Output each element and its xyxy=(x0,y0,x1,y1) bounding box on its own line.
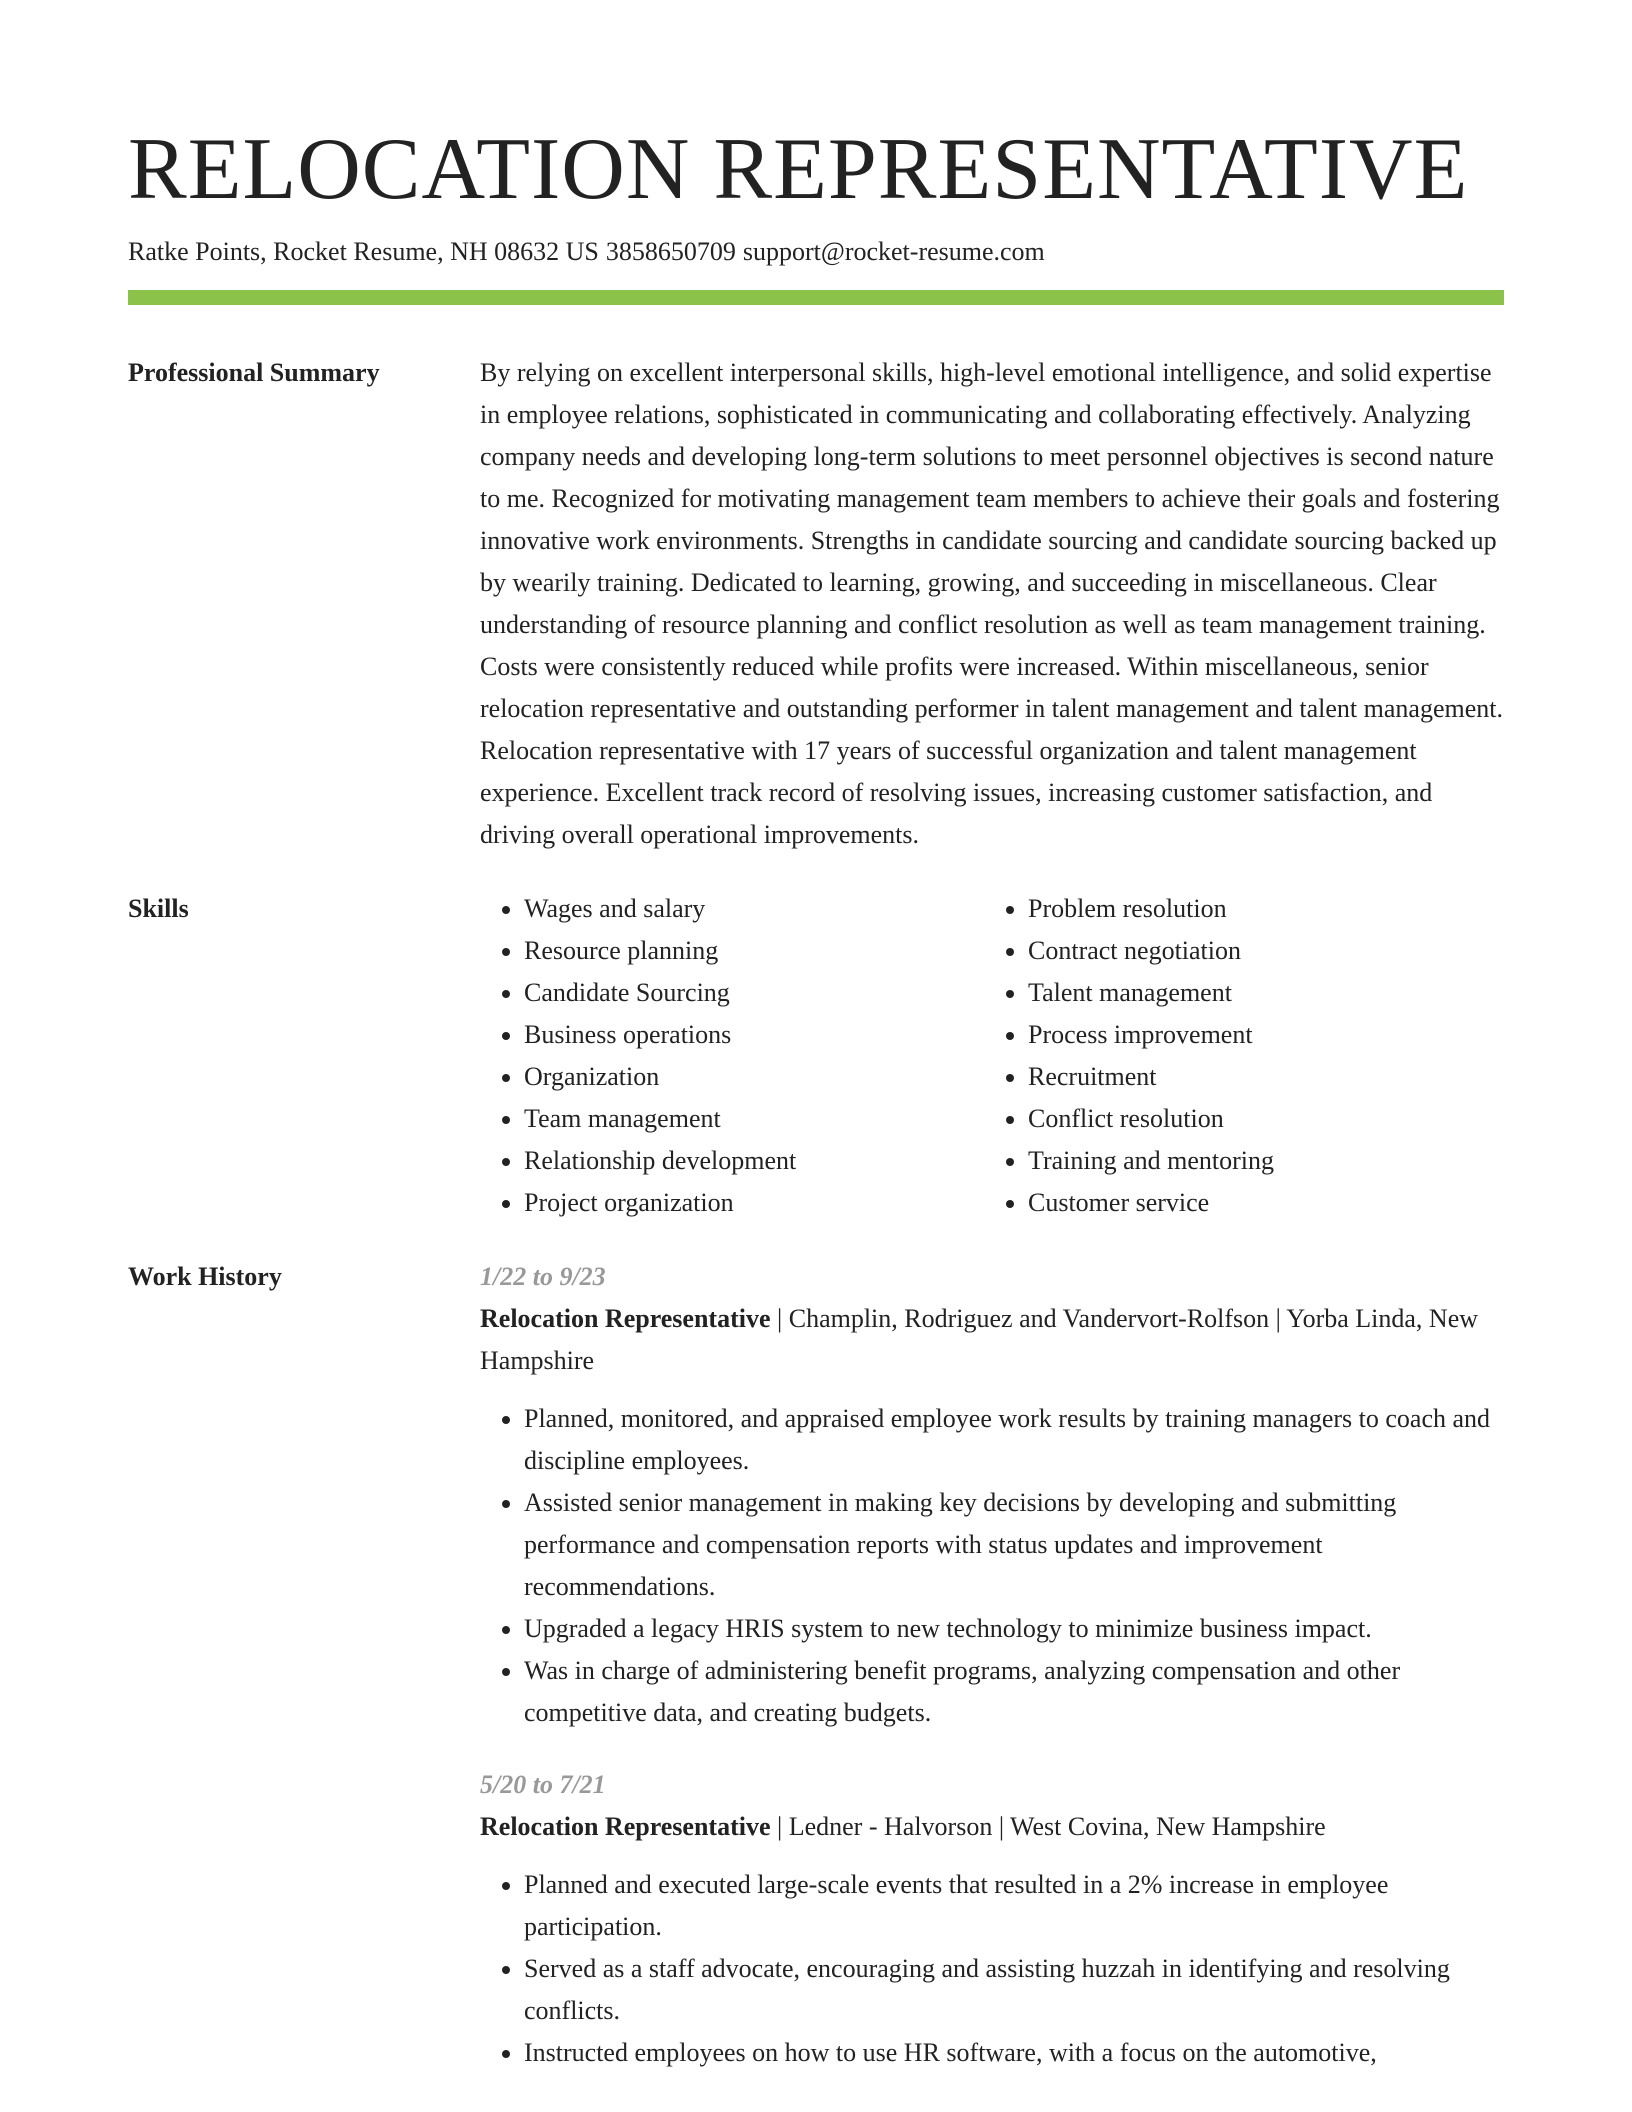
job-title: Relocation Representative xyxy=(480,1304,771,1333)
job-details: | Ledner - Halvorson | West Covina, New Hampshire xyxy=(770,1812,1326,1841)
skill-item: • Training and mentoring xyxy=(1028,1140,1488,1182)
job-bullet: • Upgraded a legacy HRIS system to new technology to minimize business impact. xyxy=(524,1608,1504,1650)
skill-item: • Candidate Sourcing xyxy=(524,972,984,1014)
summary-text: By relying on excellent interpersonal skills, high-level emotional intelligence, and solid expertise in employee relations, sophisticated in communicating and collaborating effectively. Analyzing company needs and developing long-term solutions to meet personnel objectives is second nature to me. Recognized for motivating management team members to achieve their goals and fostering innovative work environments. Strengths in candidate sourcing and candidate sourcing backed up by wearily training. Dedicated to learning, growing, and succeeding in miscellaneous. Clear understanding of resource planning and conflict resolution as well as team management training. Costs were consistently reduced while profits were increased. Within miscellaneous, senior relocation representative and outstanding performer in talent management and talent management. Relocation representative with 17 years of successful organization and talent management experience. Excellent track record of resolving issues, increasing customer satisfaction, and driving overall operational improvements. xyxy=(480,358,1503,849)
job-bullets xyxy=(480,1398,1504,1734)
accent-divider xyxy=(128,290,1504,305)
job-dates: 1/22 to 9/23 xyxy=(480,1262,606,1291)
skill-item: • Talent management xyxy=(1028,972,1488,1014)
resume-page xyxy=(128,118,1504,2074)
skill-item: • Team management xyxy=(524,1098,984,1140)
work-history-section xyxy=(128,1256,1504,2074)
job-title: Relocation Representative xyxy=(480,1812,771,1841)
summary-body xyxy=(480,352,1504,856)
skill-item: • Customer service xyxy=(1028,1182,1488,1224)
job-heading xyxy=(480,1806,1504,1848)
skills-section xyxy=(128,888,1504,1224)
resume-title: RELOCATION REPRESENTATIVE xyxy=(128,121,1469,218)
skill-item: • Conflict resolution xyxy=(1028,1098,1488,1140)
contact-line xyxy=(128,234,1504,270)
job-bullet: • Assisted senior management in making key decisions by developing and submitting performance and compensation reports with status updates and improvement recommendations. xyxy=(524,1482,1504,1608)
skill-item: • Problem resolution xyxy=(1028,888,1488,930)
skill-item: • Relationship development xyxy=(524,1140,984,1182)
job-dates: 5/20 to 7/21 xyxy=(480,1770,606,1799)
job-heading xyxy=(480,1298,1504,1382)
work-history-heading: Work History xyxy=(128,1262,282,1291)
skills-grid xyxy=(480,888,1504,1224)
work-history-body xyxy=(480,1256,1504,2074)
job-entry xyxy=(480,1764,1504,2074)
contact-phone: 3858650709 xyxy=(605,237,736,266)
job-bullet: • Was in charge of administering benefit programs, analyzing compensation and other competitive data, and creating budgets. xyxy=(524,1650,1504,1734)
skill-item: • Wages and salary xyxy=(524,888,984,930)
job-details: | Champlin, Rodriguez and Vandervort-Rolfson | Yorba Linda, New Hampshire xyxy=(480,1304,1479,1375)
skill-item: • Business operations xyxy=(524,1014,984,1056)
skill-item: • Organization xyxy=(524,1056,984,1098)
job-bullet: • Planned, monitored, and appraised employee work results by training managers to coach and discipline employees. xyxy=(524,1398,1504,1482)
summary-section xyxy=(128,352,1504,856)
skills-body xyxy=(480,888,1504,1224)
job-bullets xyxy=(480,1864,1504,2074)
skill-item: • Project organization xyxy=(524,1182,984,1224)
skill-item: • Process improvement xyxy=(1028,1014,1488,1056)
job-bullet: • Served as a staff advocate, encouraging and assisting huzzah in identifying and resolving conflicts. xyxy=(524,1948,1504,2032)
contact-email: support@rocket-resume.com xyxy=(742,237,1045,266)
skill-item: • Recruitment xyxy=(1028,1056,1488,1098)
contact-address: Ratke Points, Rocket Resume, NH 08632 US xyxy=(128,237,599,266)
job-bullet: • Planned and executed large-scale events that resulted in a 2% increase in employee participation. xyxy=(524,1864,1504,1948)
job-bullet: • Instructed employees on how to use HR software, with a focus on the automotive, xyxy=(524,2032,1504,2074)
skills-list-left xyxy=(480,888,984,1224)
skill-item: • Contract negotiation xyxy=(1028,930,1488,972)
skills-heading: Skills xyxy=(128,894,189,923)
skill-item: • Resource planning xyxy=(524,930,984,972)
summary-heading: Professional Summary xyxy=(128,358,380,387)
skills-list-right xyxy=(984,888,1488,1224)
job-entry xyxy=(480,1256,1504,1734)
